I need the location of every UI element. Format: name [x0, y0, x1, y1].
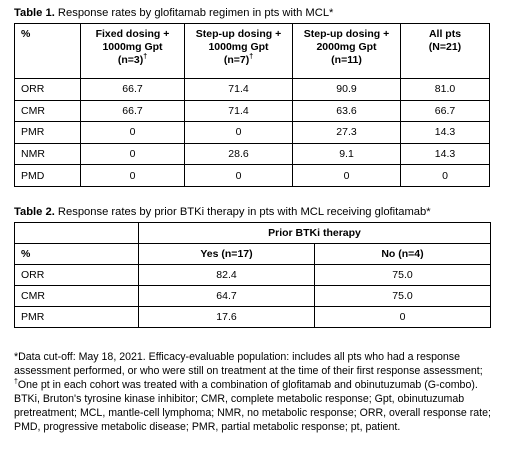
- col-line: Step-up dosing +: [195, 28, 282, 40]
- table-cell: 90.9: [293, 79, 401, 101]
- table-row: [15, 100, 490, 122]
- row-label: CMR: [15, 285, 139, 306]
- col-line: All pts: [428, 28, 462, 40]
- table-cell: 64.7: [139, 285, 315, 306]
- row-label: PMR: [15, 306, 139, 327]
- col-line: 2000mg Gpt: [316, 41, 377, 53]
- table-cell: 75.0: [315, 264, 491, 285]
- col-line: (n=3): [117, 54, 144, 66]
- table-cell: 9.1: [293, 143, 401, 165]
- table-cell: 71.4: [185, 100, 293, 122]
- table2-caption: [14, 205, 512, 219]
- table-cell: 0: [185, 165, 293, 187]
- table-cell: 14.3: [401, 122, 490, 144]
- table1-caption-text: Response rates by glofitamab regimen in pts with MCL*: [54, 7, 334, 19]
- table-row: [15, 264, 491, 285]
- table-cell: 0: [185, 122, 293, 144]
- table-cell: 0: [81, 165, 185, 187]
- row-label: NMR: [15, 143, 81, 165]
- footnote-text: One pt in each cohort was treated with a combination of glofitamab and obinutuzumab (G-combo).: [17, 378, 478, 391]
- dagger-mark: †: [249, 53, 254, 61]
- table-cell: 28.6: [185, 143, 293, 165]
- table1-col-header: [185, 24, 293, 79]
- footnote: [14, 350, 500, 434]
- table-cell: 27.3: [293, 122, 401, 144]
- table-cell: 75.0: [315, 285, 491, 306]
- table-row: [15, 285, 491, 306]
- col-line: (n=11): [331, 54, 362, 66]
- table-cell: 0: [315, 306, 491, 327]
- table2-col-header: No (n=4): [315, 243, 491, 264]
- table2-blank-cell: [15, 222, 139, 243]
- row-label: ORR: [15, 264, 139, 285]
- table-cell: 17.6: [139, 306, 315, 327]
- table-cell: 66.7: [81, 79, 185, 101]
- table1-col-header: [81, 24, 185, 79]
- col-line: (n=7): [223, 54, 250, 66]
- table2-header-row: [15, 243, 491, 264]
- table-cell: 0: [293, 165, 401, 187]
- table1-caption: [14, 6, 512, 20]
- footnote-data-cutoff: [14, 350, 500, 392]
- table-cell: 0: [81, 122, 185, 144]
- col-line: 1000mg Gpt: [208, 41, 269, 53]
- table1-header-row: [15, 24, 490, 79]
- dagger-mark: †: [14, 378, 18, 386]
- footnote-text: *Data cut-off: May 18, 2021. Efficacy-evaluable population: includes all pts who had a response assessment performed, or who were still on treatment at the time of their first response assessment;: [14, 350, 483, 377]
- table-cell: 82.4: [139, 264, 315, 285]
- table-row: [15, 306, 491, 327]
- table2: [14, 222, 491, 328]
- table-cell: 81.0: [401, 79, 490, 101]
- table2-group-header: Prior BTKi therapy: [139, 222, 491, 243]
- table2-col-header: Yes (n=17): [139, 243, 315, 264]
- table-cell: 66.7: [81, 100, 185, 122]
- table2-group-row: [15, 222, 491, 243]
- table-cell: 63.6: [293, 100, 401, 122]
- row-label: ORR: [15, 79, 81, 101]
- row-label: CMR: [15, 100, 81, 122]
- table-cell: 71.4: [185, 79, 293, 101]
- row-label: PMD: [15, 165, 81, 187]
- table-row: [15, 79, 490, 101]
- table-cell: 0: [401, 165, 490, 187]
- dagger-mark: †: [143, 53, 148, 61]
- table2-caption-label: Table 2.: [14, 205, 55, 218]
- table1-col-header: [293, 24, 401, 79]
- table1-header-percent: %: [15, 24, 81, 79]
- col-line: Fixed dosing +: [95, 28, 170, 40]
- table1-col-header: [401, 24, 490, 79]
- table2-header-percent: %: [15, 243, 139, 264]
- table-row: [15, 165, 490, 187]
- table1: [14, 23, 490, 187]
- table-row: [15, 143, 490, 165]
- table-row: [15, 122, 490, 144]
- table2-caption-text: Response rates by prior BTKi therapy in pts with MCL receiving glofitamab*: [54, 205, 431, 218]
- table-cell: 0: [81, 143, 185, 165]
- table1-caption-label: Table 1.: [14, 7, 55, 19]
- table-cell: 14.3: [401, 143, 490, 165]
- footnote-abbreviations: BTKi, Bruton's tyrosine kinase inhibitor; CMR, complete metabolic response; Gpt, obinutuzumab pretreatment; MCL, mantle-cell lymphoma; NMR, no metabolic response; ORR, overall response rate; PMD, progressive metabolic disease; PMR, partial metabolic response; pt, patient.: [14, 392, 491, 433]
- col-line: Step-up dosing +: [303, 28, 390, 40]
- col-line: 1000mg Gpt: [102, 41, 163, 53]
- row-label: PMR: [15, 122, 81, 144]
- col-line: (N=21): [428, 41, 462, 53]
- table-cell: 66.7: [401, 100, 490, 122]
